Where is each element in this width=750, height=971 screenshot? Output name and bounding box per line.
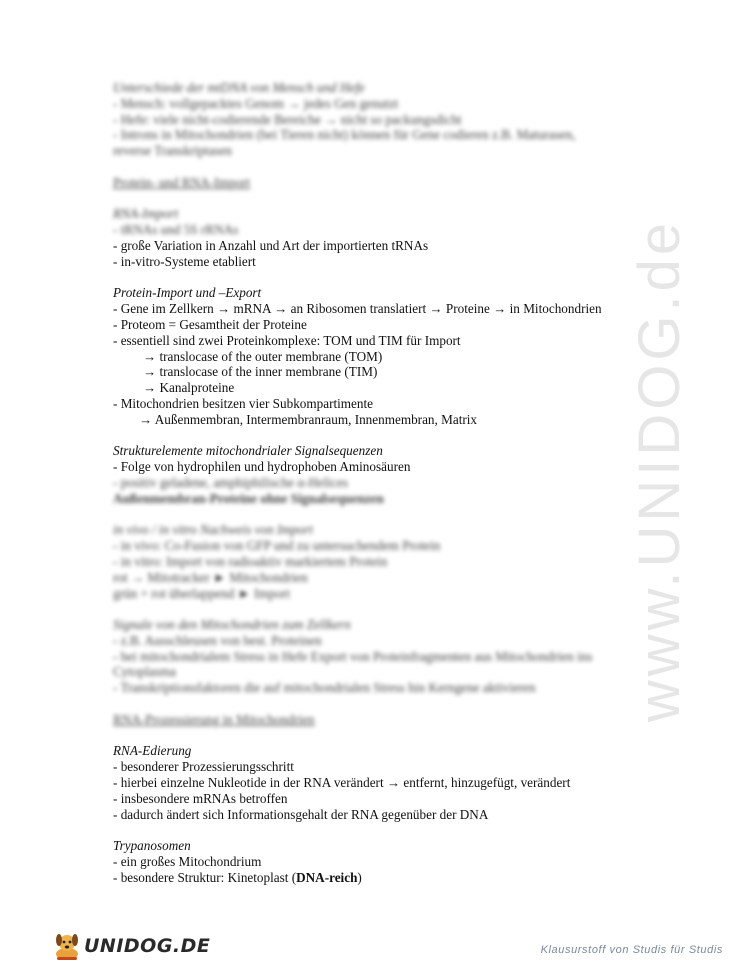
indented-item: → translocase of the outer membrane (TOM) — [143, 348, 383, 364]
text-line: - Transkriptionsfaktoren die auf mitochondrialen Stress hin Kerngene aktivieren — [113, 680, 536, 696]
section-heading: Unterschiede der mtDNA von Mensch und Hefe — [113, 80, 365, 95]
blank-line — [113, 696, 653, 712]
text-span: ) — [357, 869, 362, 885]
text-line: - Hefe: viele nicht-codierende Bereiche → nicht so packungsdicht — [113, 111, 462, 127]
blank-line — [113, 428, 653, 444]
text-line: - ein großes Mitochondrium — [113, 854, 262, 870]
indented-item: → Kanalproteine — [143, 380, 235, 396]
section-heading: Protein-Import und –Export — [113, 285, 262, 301]
footer-slogan: Klausurstoff von Studis für Studis — [540, 944, 723, 956]
bold-span: DNA-reich — [296, 869, 358, 885]
indented-item: → Außenmembran, Intermembranraum, Innenmembran, Matrix — [139, 411, 478, 427]
text-line: - bei mitochondrialem Stress in Hefe Export von Proteinfragmenten aus Mitochondrien ins — [113, 648, 593, 664]
blank-line — [113, 191, 653, 207]
blank-line — [113, 159, 653, 175]
blank-line — [113, 728, 653, 744]
blank-line — [113, 822, 653, 838]
text-line: - Mitochondrien besitzen vier Subkompartimente — [113, 395, 374, 411]
text-line: - Gene im Zellkern → mRNA → an Ribosomen translatiert → Proteine → in Mitochondrien — [113, 301, 602, 317]
text-line: Cytoplasma — [113, 664, 177, 680]
text-line: - z.B. Ausschleusen von best. Proteinen — [113, 632, 322, 648]
text-line — [113, 870, 653, 886]
text-line: - tRNAs und 5S rRNAs — [113, 222, 239, 238]
blank-line — [113, 601, 653, 617]
text-line: - Introns in Mitochondrien (bei Tieren nicht) können für Gene codieren z.B. Maturasen, — [113, 127, 576, 143]
text-line: - Proteom = Gesamtheit der Proteine — [113, 316, 307, 332]
text-line: - hierbei einzelne Nukleotide in der RNA verändert → entfernt, hinzugefügt, verändert — [113, 775, 571, 791]
section-heading: Signale von den Mitochondrien zum Zellkern — [113, 617, 351, 633]
text-line: - in-vitro-Systeme etabliert — [113, 253, 256, 269]
section-heading: RNA-Import — [113, 206, 179, 222]
chapter-heading: Protein- und RNA-Import — [113, 174, 250, 190]
text-line: - besonderer Prozessierungsschritt — [113, 759, 294, 775]
text-line: - Folge von hydrophilen und hydrophoben Aminosäuren — [113, 459, 411, 475]
text-line: - positiv geladene, amphiphilische α-Helices — [113, 474, 349, 490]
document-body — [113, 80, 653, 886]
text-line: - in vitro: Import von radioaktiv markiertem Protein — [113, 553, 388, 569]
text-line: - essentiell sind zwei Proteinkomplexe: TOM und TIM für Import — [113, 332, 461, 348]
text-line: grün + rot überlappend ► Import — [113, 585, 290, 601]
text-line: - insbesondere mRNAs betroffen — [113, 790, 288, 806]
text-line: reverse Transkriptasen — [113, 143, 233, 159]
unidog-logo — [52, 930, 210, 962]
section-heading: Trypanosomen — [113, 838, 191, 854]
section-heading: Strukturelemente mitochondrialer Signalsequenzen — [113, 443, 383, 459]
dog-icon — [52, 930, 82, 962]
text-span: - besondere Struktur: Kinetoplast ( — [113, 869, 297, 885]
section-heading: in vivo / in vitro Nachweis von Import — [113, 522, 313, 538]
indented-item: → translocase of the inner membrane (TIM) — [143, 364, 378, 380]
text-line: rot → Mitotracker ► Mitochondrien — [113, 569, 308, 585]
text-line: - Mensch: vollgepacktes Genom → jedes Gen genutzt — [113, 95, 399, 111]
logo-text: UNIDOG.DE — [84, 935, 211, 957]
text-line: - dadurch ändert sich Informationsgehalt der RNA gegenüber der DNA — [113, 806, 489, 822]
blank-line — [113, 270, 653, 286]
blank-line — [113, 507, 653, 523]
text-line: - in vivo: Co-Fusion von GFP und zu untersuchendem Protein — [113, 538, 441, 554]
watermark-text: www.UNIDOG.de — [627, 218, 693, 722]
bold-line: Außenmembran-Proteine ohne Signalsequenzen — [113, 490, 384, 506]
section-heading: RNA-Edierung — [113, 743, 192, 759]
chapter-heading: RNA-Prozessierung in Mitochondrien — [113, 711, 315, 727]
text-line: - große Variation in Anzahl und Art der importierten tRNAs — [113, 237, 429, 253]
